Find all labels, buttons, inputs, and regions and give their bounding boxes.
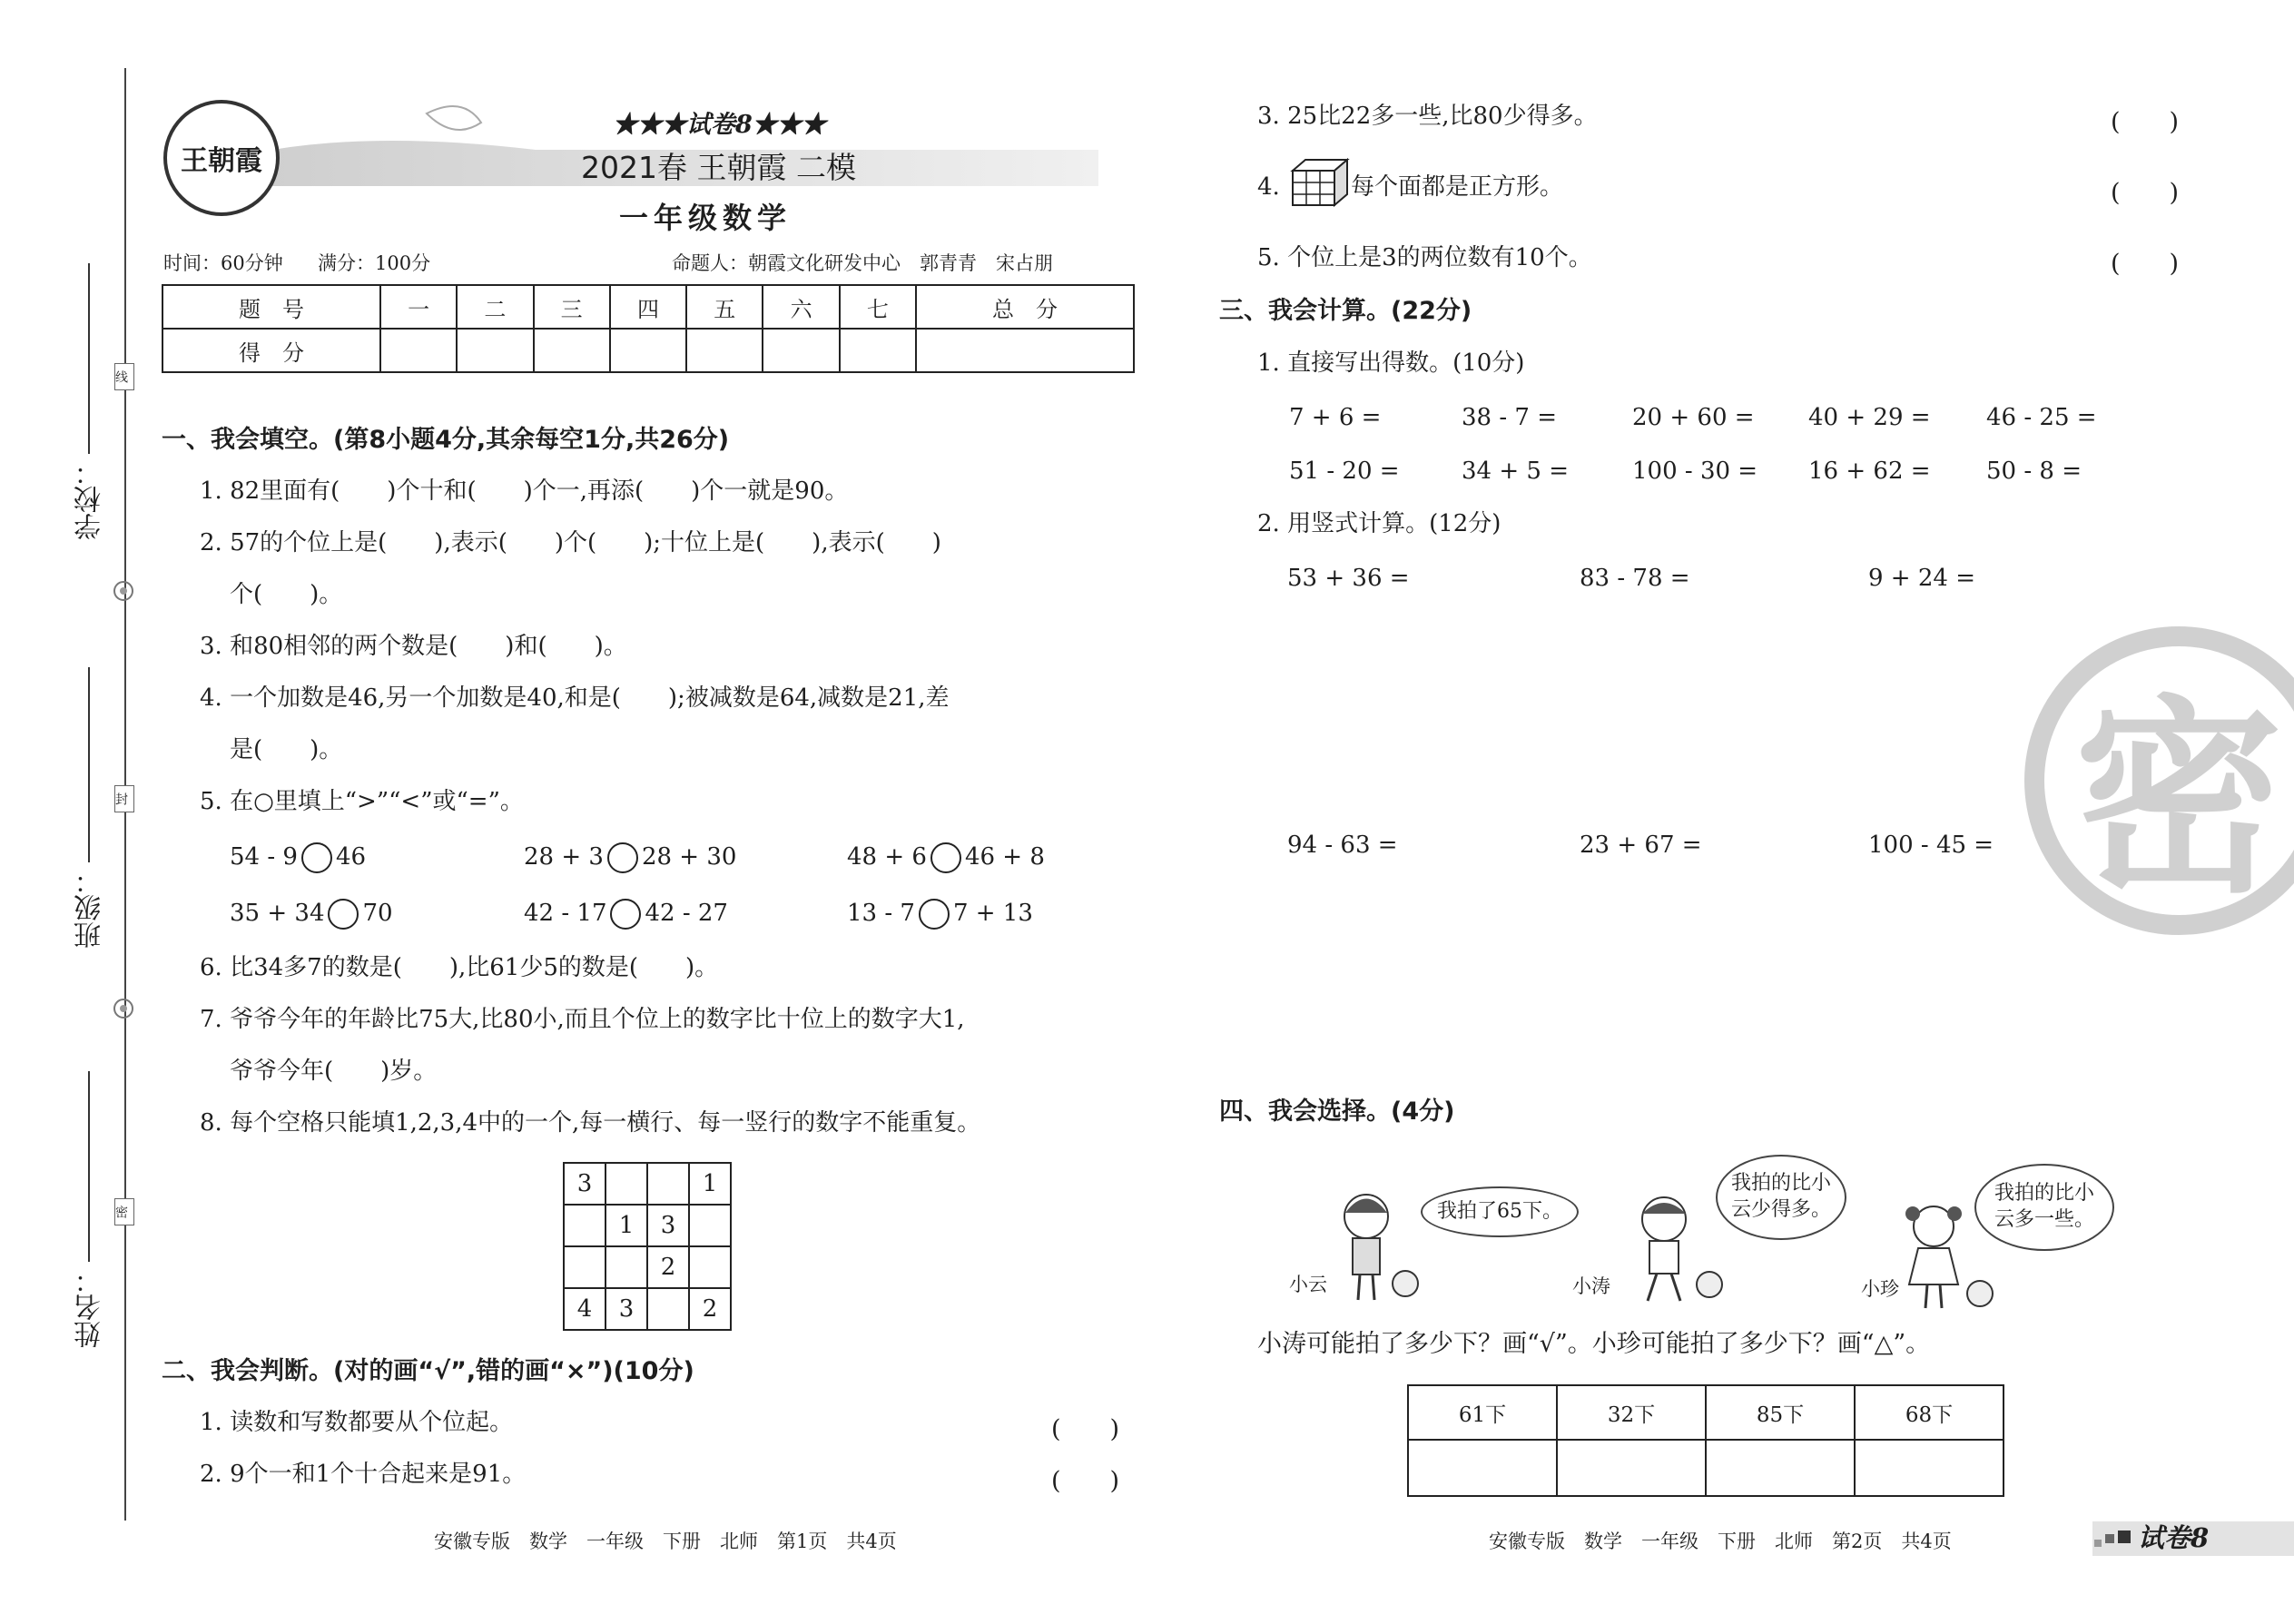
grid-cell: 3 [564, 1163, 605, 1205]
s1-question-6: 6. 比34多7的数是( ),比61少5的数是( )。 [200, 954, 719, 981]
score-header-cell: 七 [840, 285, 916, 329]
answer-paren[interactable]: ( ) [1051, 1467, 1120, 1495]
class-label: 班级： [74, 867, 106, 949]
speech-bubble-xiaotao-text: 我拍的比小云少得多。 [1731, 1172, 1832, 1221]
girl-xiaoyun-illustration [1325, 1180, 1425, 1307]
oral-calc: 50 - 8 = [1986, 458, 2082, 485]
brand-logo-text: 王朝霞 [181, 145, 262, 177]
answer-paren[interactable]: ( ) [2111, 108, 2180, 136]
score-header-cell: 六 [763, 285, 839, 329]
s4-question: 小涛可能拍了多少下？画“√”。小珍可能拍了多少下？画“△”。 [1257, 1330, 1931, 1358]
school-label: 学校： [74, 458, 106, 540]
seal-mark-line: 线 [114, 363, 134, 390]
score-header-cell: 题 号 [162, 285, 380, 329]
vertical-calc: 23 + 67 = [1580, 832, 1702, 859]
kid-name-xiaoyun: 小云 [1289, 1274, 1327, 1295]
compare-circle[interactable] [301, 842, 332, 873]
kid-name-xiaotao: 小涛 [1572, 1275, 1610, 1297]
grid-cell: 1 [605, 1205, 647, 1246]
answer-paren[interactable]: ( ) [2111, 179, 2180, 207]
section3-title: 三、我会计算。(22分) [1219, 297, 1472, 325]
score-input-cell[interactable] [763, 329, 839, 372]
compare-item: 28 + 3 28 + 30 [524, 842, 736, 873]
score-header-cell: 四 [610, 285, 686, 329]
vertical-calc: 94 - 63 = [1287, 832, 1398, 859]
footer-left: 安徽专版 数学 一年级 下册 北师 第1页 共4页 [434, 1530, 897, 1552]
oral-calc: 100 - 30 = [1632, 458, 1758, 485]
compare-circle[interactable] [328, 899, 359, 930]
score-input-cell[interactable] [610, 329, 686, 372]
score-input-cell[interactable] [916, 329, 1134, 372]
option-cell: 61下 [1408, 1385, 1557, 1440]
s3-sub-1: 1. 直接写出得数。(10分) [1257, 349, 1525, 377]
number-grid [563, 1162, 732, 1331]
school-line [88, 263, 90, 454]
oral-calc: 38 - 7 = [1462, 404, 1557, 431]
s1-question-2: 2. 57的个位上是( ),表示( )个( );十位上是( ),表示( ) [200, 529, 941, 556]
speech-bubble-xiaoyun: 我拍了65下。 [1421, 1186, 1579, 1237]
grid-cell: 3 [605, 1288, 647, 1330]
oral-calc: 7 + 6 = [1289, 404, 1382, 431]
oral-calc: 20 + 60 = [1632, 404, 1755, 431]
score-input-cell[interactable] [686, 329, 763, 372]
option-cell: 68下 [1855, 1385, 2004, 1440]
speech-bubble-xiaozhen [1974, 1164, 2114, 1251]
grid-cell: 2 [689, 1288, 731, 1330]
exam-authors: 命题人：朝霞文化研发中心 郭青青 宋占朋 [672, 252, 1053, 274]
grid-cell[interactable] [689, 1205, 731, 1246]
s2-question-3: 3. 25比22多一些,比80少得多。 [1257, 103, 1598, 130]
cuboid-icon [1287, 156, 1351, 209]
score-input-cell[interactable] [380, 329, 457, 372]
answer-paren[interactable]: ( ) [2111, 250, 2180, 278]
scissors-icon [109, 576, 138, 605]
grid-cell: 3 [647, 1205, 689, 1246]
grid-cell[interactable] [605, 1246, 647, 1288]
mark-cell[interactable] [1855, 1440, 2004, 1496]
grid-cell[interactable] [564, 1246, 605, 1288]
answer-paren[interactable]: ( ) [1051, 1415, 1120, 1443]
s1-question-8: 8. 每个空格只能填1,2,3,4中的一个,每一横行、每一竖行的数字不能重复。 [200, 1109, 981, 1137]
s1-question-4: 4. 一个加数是46,另一个加数是40,和是( );被减数是64,减数是21,差 [200, 684, 950, 712]
vertical-calc: 83 - 78 = [1580, 565, 1690, 592]
section2-title: 二、我会判断。(对的画“√”,错的画“×”)(10分) [162, 1357, 694, 1385]
name-label: 姓名： [74, 1266, 106, 1348]
s2-question-2: 2. 9个一和1个十合起来是91。 [200, 1461, 527, 1488]
s2-question-4-num: 4. [1257, 173, 1280, 201]
oral-calc: 51 - 20 = [1289, 458, 1400, 485]
speech-bubble-xiaozhen-text: 我拍的比小云多一些。 [1994, 1182, 2094, 1231]
section1-title: 一、我会填空。(第8小题4分,其余每空1分,共26分) [162, 426, 730, 454]
s1-question-7: 7. 爷爷今年的年龄比75大,比80小,而且个位上的数字比十位上的数字大1, [200, 1006, 965, 1033]
s2-question-1: 1. 读数和写数都要从个位起。 [200, 1409, 514, 1436]
score-table [162, 284, 1135, 373]
watermark-seal [2024, 626, 2294, 935]
exam-time: 时间：60分钟 [163, 252, 283, 274]
oral-calc: 16 + 62 = [1808, 458, 1931, 485]
exam-full-score: 满分：100分 [318, 252, 431, 274]
score-header-cell: 一 [380, 285, 457, 329]
score-input-cell[interactable] [457, 329, 533, 372]
mark-cell[interactable] [1706, 1440, 1855, 1496]
oral-calc: 46 - 25 = [1986, 404, 2097, 431]
scissors-icon [109, 994, 138, 1023]
compare-item: 54 - 9 46 [230, 842, 366, 873]
compare-item: 48 + 6 46 + 8 [847, 842, 1045, 873]
vertical-calc: 9 + 24 = [1868, 565, 1975, 592]
boy-xiaotao-illustration [1620, 1185, 1729, 1312]
score-header-cell: 五 [686, 285, 763, 329]
s1-question-1: 1. 82里面有( )个十和( )个一,再添( )个一就是90。 [200, 477, 849, 505]
score-header-cell: 三 [534, 285, 610, 329]
footer-tag: 试卷8 [2138, 1522, 2210, 1553]
paper-series: ★★★试卷8★★★ [613, 111, 826, 139]
grid-cell[interactable] [564, 1205, 605, 1246]
section4-title: 四、我会选择。(4分) [1219, 1097, 1455, 1126]
footer-tag-squares-icon [2092, 1529, 2134, 1550]
compare-circle[interactable] [919, 899, 950, 930]
paper-subject: 一年级数学 [619, 201, 793, 235]
grid-cell: 2 [647, 1246, 689, 1288]
name-line [88, 1071, 90, 1262]
brand-logo [163, 100, 280, 216]
grid-cell[interactable] [689, 1246, 731, 1288]
s1-question-3: 3. 和80相邻的两个数是( )和( )。 [200, 633, 627, 660]
kid-name-xiaozhen: 小珍 [1861, 1278, 1899, 1300]
compare-item: 35 + 34 70 [230, 899, 393, 930]
s3-sub-2: 2. 用竖式计算。(12分) [1257, 510, 1501, 537]
oral-calc: 40 + 29 = [1808, 404, 1931, 431]
grid-cell[interactable] [605, 1163, 647, 1205]
score-row-label: 得 分 [162, 329, 380, 372]
compare-circle[interactable] [610, 899, 641, 930]
s1-question-5: 5. 在○里填上“>”“<”或“=”。 [200, 788, 524, 815]
compare-circle[interactable] [607, 842, 638, 873]
option-cell: 32下 [1557, 1385, 1706, 1440]
vertical-calc: 53 + 36 = [1287, 565, 1410, 592]
score-input-cell[interactable] [840, 329, 916, 372]
score-header-cell: 总 分 [916, 285, 1134, 329]
s1-question-4-cont: 是( )。 [230, 736, 343, 763]
seal-mark-secret: 密 [114, 1198, 134, 1225]
score-header-cell: 二 [457, 285, 533, 329]
s1-question-7-cont: 爷爷今年( )岁。 [230, 1058, 438, 1085]
compare-circle[interactable] [930, 842, 961, 873]
grid-cell: 1 [689, 1163, 731, 1205]
footer-right: 安徽专版 数学 一年级 下册 北师 第2页 共4页 [1489, 1530, 1952, 1552]
mark-cell[interactable] [1408, 1440, 1557, 1496]
oral-calc: 34 + 5 = [1462, 458, 1569, 485]
option-cell: 85下 [1706, 1385, 1855, 1440]
score-input-cell[interactable] [534, 329, 610, 372]
mark-cell[interactable] [1557, 1440, 1706, 1496]
s2-question-4: 每个面都是正方形。 [1351, 173, 1564, 201]
seal-mark-seal: 封 [114, 785, 134, 812]
s2-question-5: 5. 个位上是3的两位数有10个。 [1257, 244, 1592, 271]
grid-cell[interactable] [647, 1163, 689, 1205]
compare-item: 42 - 17 42 - 27 [524, 899, 728, 930]
class-line [88, 667, 90, 862]
grid-cell[interactable] [647, 1288, 689, 1330]
grid-cell: 4 [564, 1288, 605, 1330]
s1-question-2-cont: 个( )。 [230, 581, 343, 608]
paper-title: 2021春 王朝霞 二模 [581, 150, 856, 185]
choice-table [1407, 1384, 2004, 1497]
vertical-calc: 100 - 45 = [1868, 832, 1994, 859]
compare-item: 13 - 7 7 + 13 [847, 899, 1033, 930]
watermark-text: 密 [2073, 678, 2283, 921]
speech-bubble-xiaotao [1716, 1155, 1846, 1240]
